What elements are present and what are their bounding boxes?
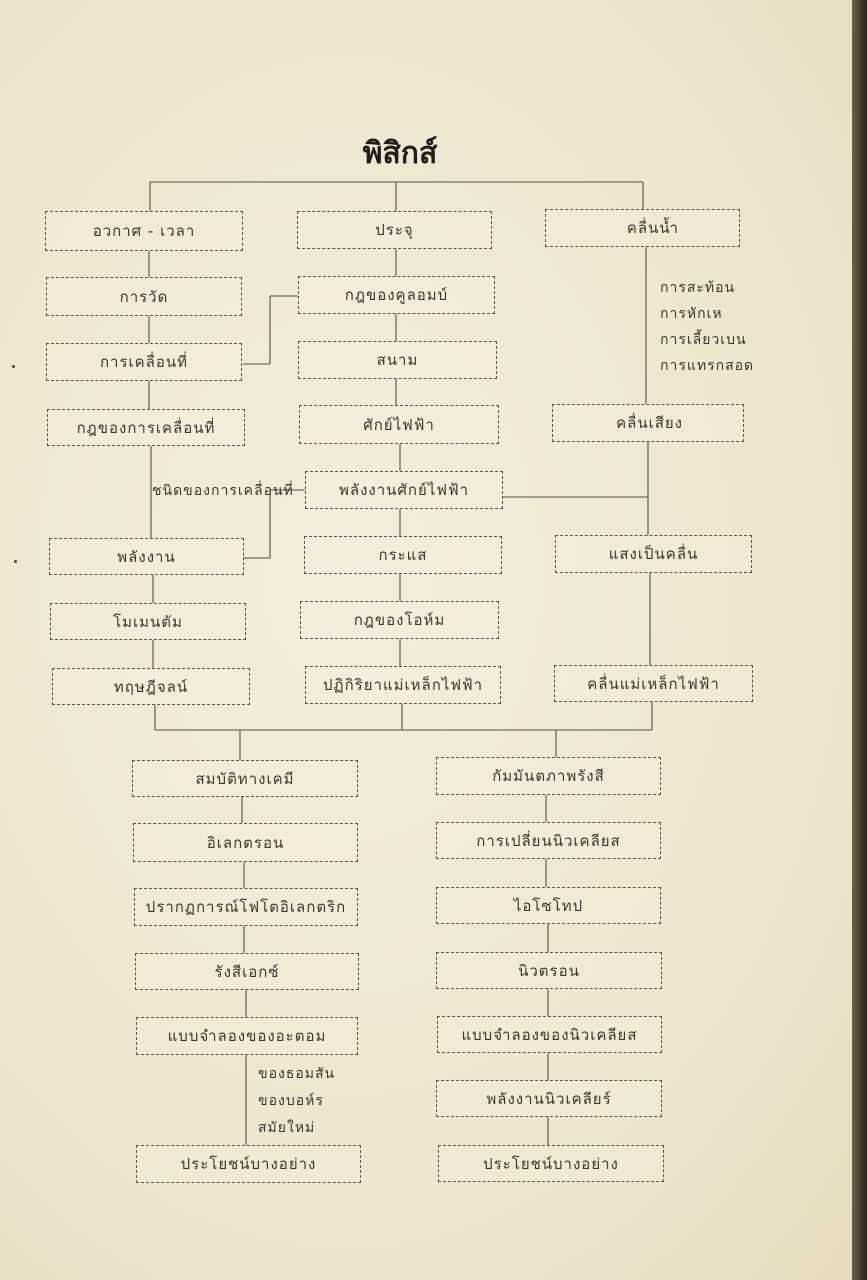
node-electromagnetic-waves: คลื่นแม่เหล็กไฟฟ้า — [554, 665, 753, 702]
note-thomson: ของธอมสัน — [258, 1066, 336, 1082]
node-nuclear-transmutation: การเปลี่ยนนิวเคลียส — [436, 822, 661, 859]
node-photoelectric-effect: ปรากฏการณ์โฟโตอิเลกตริก — [134, 888, 358, 926]
node-light-as-wave: แสงเป็นคลื่น — [555, 535, 752, 573]
margin-mark — [14, 560, 17, 563]
node-sound-waves: คลื่นเสียง — [552, 404, 744, 442]
node-laws-of-motion: กฎของการเคลื่อนที่ — [47, 409, 245, 446]
node-water-waves: คลื่นน้ำ — [545, 209, 740, 247]
node-electric-potential: ศักย์ไฟฟ้า — [299, 405, 499, 444]
node-radioactivity: กัมมันตภาพรังสี — [436, 757, 661, 795]
diagram-title: พิสิกส์ — [362, 136, 438, 171]
node-coulombs-law: กฎของคูลอมบ์ — [298, 276, 495, 314]
node-measurement: การวัด — [46, 277, 242, 316]
node-applications-right: ประโยชน์บางอย่าง — [438, 1145, 664, 1182]
note-bohr: ของบอห์ร — [258, 1093, 324, 1109]
margin-mark — [12, 365, 15, 368]
node-motion: การเคลื่อนที่ — [46, 343, 242, 381]
note-reflection: การสะท้อน — [660, 280, 736, 296]
node-ohms-law: กฎของโอห์ม — [300, 601, 499, 639]
node-nuclear-energy: พลังงานนิวเคลียร์ — [436, 1080, 662, 1117]
node-kinetic-theory: ทฤษฎีจลน์ — [52, 668, 250, 705]
node-x-rays: รังสีเอกซ์ — [135, 953, 359, 990]
node-nuclear-model: แบบจำลองของนิวเคลียส — [437, 1016, 662, 1053]
node-momentum: โมเมนตัม — [50, 603, 246, 640]
node-field: สนาม — [298, 341, 497, 379]
node-chemical-properties: สมบัติทางเคมี — [132, 760, 358, 797]
node-current: กระแส — [304, 536, 502, 574]
node-energy: พลังงาน — [49, 538, 244, 575]
note-interference: การแทรกสอด — [660, 358, 755, 374]
note-diffraction: การเลี้ยวเบน — [660, 332, 747, 348]
node-electric-potential-energy: พลังงานศักย์ไฟฟ้า — [305, 471, 503, 509]
node-applications-left: ประโยชน์บางอย่าง — [136, 1145, 361, 1183]
node-electromagnetic-interaction: ปฏิกิริยาแม่เหล็กไฟฟ้า — [305, 666, 501, 704]
note-types-of-motion: ชนิดของการเคลื่อนที่ — [152, 483, 294, 499]
node-atomic-model: แบบจำลองของอะตอม — [136, 1017, 358, 1055]
node-spacetime: อวกาศ - เวลา — [45, 211, 243, 251]
note-modern: สมัยใหม่ — [258, 1120, 316, 1136]
node-neutron: นิวตรอน — [436, 952, 662, 989]
node-electron: อิเลกตรอน — [133, 823, 358, 862]
note-refraction: การหักเห — [660, 306, 723, 322]
node-isotope: ไอโซโทป — [436, 887, 661, 924]
node-charge: ประจุ — [297, 211, 492, 249]
